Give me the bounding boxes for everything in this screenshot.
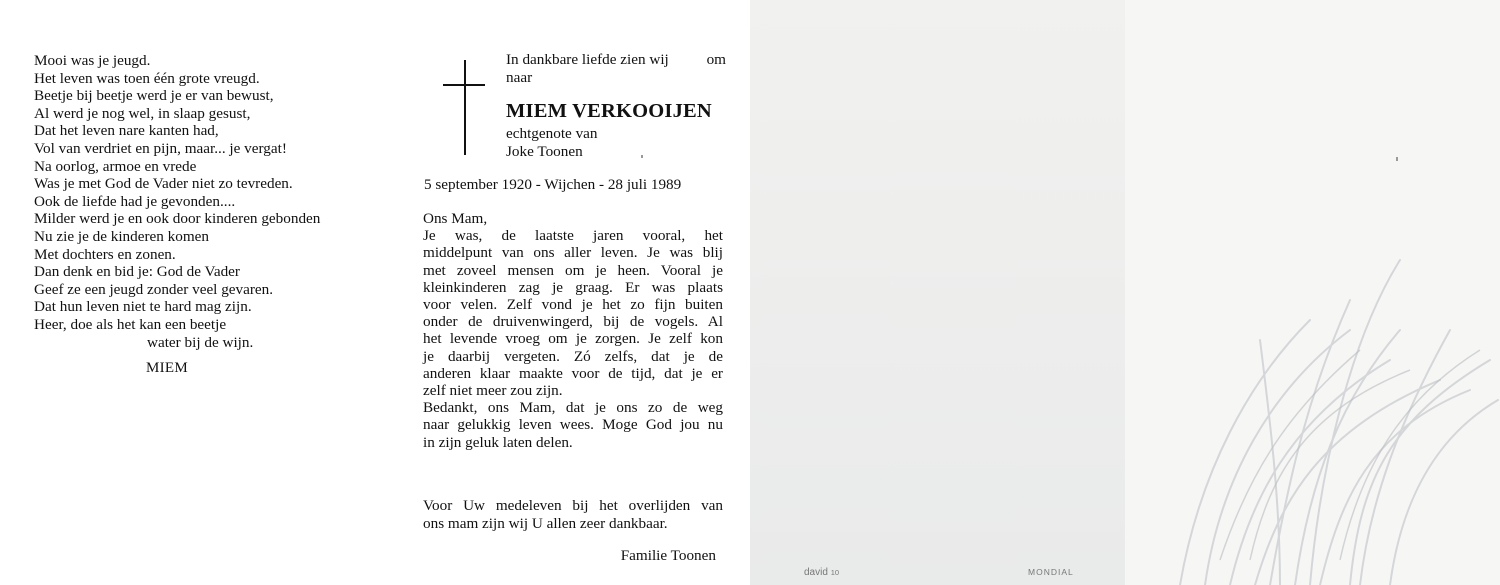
poem-line: Ook de liefde had je gevonden.... <box>34 192 236 210</box>
letter-line: Bedankt, ons Mam, dat je ons zo de weg <box>423 399 723 417</box>
deceased-name: MIEM VERKOOIJEN <box>506 100 712 122</box>
intro-line: naar <box>506 69 533 86</box>
card-back <box>750 0 1500 585</box>
thanks-line: ons mam zijn wij U allen zeer dankbaar. <box>423 515 668 532</box>
poem-line: Heer, doe als het kan een beetje <box>34 315 227 333</box>
intro-line: In dankbare liefde zien wij <box>506 51 669 68</box>
letter-line: het levende vroeg om je zorgen. Je zelf kon <box>423 330 723 348</box>
spouse-info <box>506 125 598 161</box>
family-signature: Familie Toonen <box>620 547 716 564</box>
letter-line: voor velen. Zelf vond je het zo fijn buiten <box>423 296 723 314</box>
letter-body <box>423 227 723 451</box>
poem-line: Milder werd je en ook door kinderen gebonden <box>34 210 321 228</box>
letter-line: je daarbij vergeten. Zó zelfs, dat je de <box>423 347 723 365</box>
letter-line: Je was, de laatste jaren vooral, het <box>423 227 723 245</box>
thanks-line: Voor Uw medeleven bij het overlijden van <box>423 497 723 514</box>
thanks-text <box>423 497 723 533</box>
poem <box>34 52 320 351</box>
poem-line: Met dochters en zonen. <box>34 245 176 263</box>
poem-line: Het leven was toen één grote vreugd. <box>34 69 260 87</box>
poem-line: Beetje bij beetje werd je er van bewust, <box>34 87 274 105</box>
letter-greeting: Ons Mam, <box>423 210 488 227</box>
dust-speck <box>641 155 643 158</box>
letter-line: naar gelukkig leven wees. Moge God jou nu <box>423 416 723 434</box>
intro-line: om <box>706 51 726 68</box>
poem-line: Was je met God de Vader niet zo tevreden. <box>34 175 293 193</box>
intro-text <box>506 51 726 87</box>
letter <box>423 210 723 451</box>
life-dates: 5 september 1920 - Wijchen - 28 juli 1989 <box>424 176 682 193</box>
letter-line: kleinkinderen zag je graag. Er was plaats <box>423 278 723 296</box>
poem-page <box>0 0 375 585</box>
announcement-page <box>375 0 750 585</box>
letter-line: zelf niet meer zou zijn. <box>423 382 563 400</box>
poem-line: Dan denk en bid je: God de Vader <box>34 263 240 281</box>
poem-line: Mooi was je jeugd. <box>34 52 151 69</box>
poem-line: Nu zie je de kinderen komen <box>34 227 210 245</box>
spouse-label: echtgenote van <box>506 125 598 142</box>
poem-line: Geef ze een jeugd zonder veel gevaren. <box>34 280 274 298</box>
grass-illustration-icon <box>750 0 1500 585</box>
poem-line: Dat het leven nare kanten had, <box>34 122 219 140</box>
poem-line: Na oorlog, armoe en vrede <box>34 157 197 175</box>
letter-line: middelpunt van ons aller leven. Je was blij <box>423 244 723 262</box>
letter-line: anderen klaar maakte voor de tijd, dat je er <box>423 364 723 382</box>
printer-mark: david 10 <box>804 567 840 578</box>
poem-signature: MIEM <box>146 360 189 376</box>
poem-line: Dat hun leven niet te hard mag zijn. <box>34 298 252 316</box>
poem-line: Al werd je nog wel, in slaap gesust, <box>34 104 251 122</box>
poem-line: water bij de wijn. <box>147 333 254 351</box>
spouse-name: Joke Toonen <box>506 143 583 160</box>
letter-line: in zijn geluk laten delen. <box>423 433 573 451</box>
letter-line: met zoveel mensen om je heen. Vooral je <box>423 261 723 279</box>
poem-line: Vol van verdriet en pijn, maar... je vergat! <box>34 139 287 157</box>
letter-line: onder de druivenwingerd, bij de vogels. Al <box>423 313 723 331</box>
printer-mark: MONDIAL <box>1028 567 1074 577</box>
